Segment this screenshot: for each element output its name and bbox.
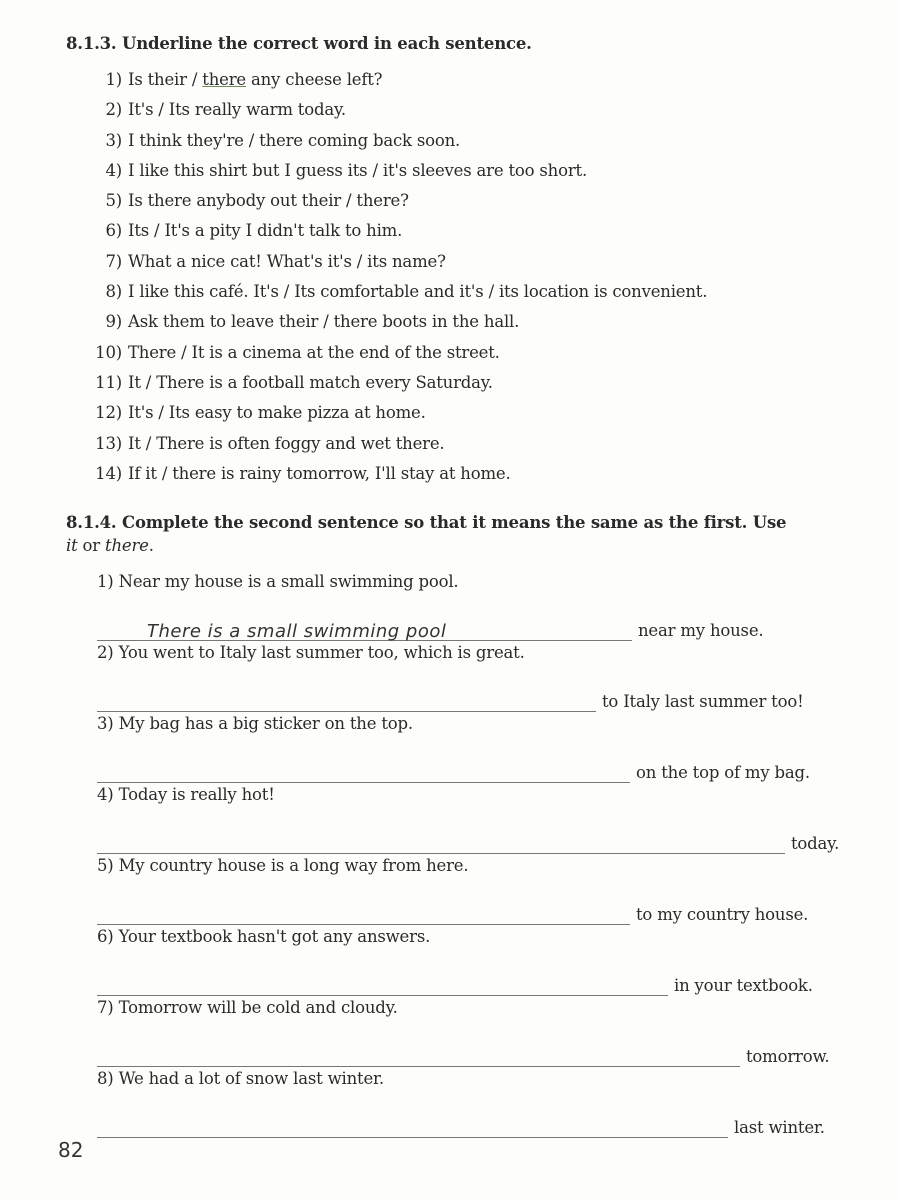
answer-blank[interactable] [97, 1113, 728, 1138]
list-item: 11) It / There is a football match every Saturday. [95, 372, 493, 392]
list-item: 6) Your textbook hasn't got any answers. in your textbook. [97, 927, 813, 995]
list-item: 8) We had a lot of snow last winter. last winter. [97, 1069, 825, 1137]
page-number: 82 [58, 1138, 84, 1162]
answer-blank[interactable] [97, 616, 632, 641]
exercise-8-1-4-list [97, 570, 857, 1138]
list-item: 7) What a nice cat! What's it's / its name? [105, 251, 446, 271]
list-item: 6) Its / It's a pity I didn't talk to him. [105, 221, 403, 241]
list-item: 2) It's / Its really warm today. [105, 100, 346, 120]
list-item: 5) My country house is a long way from here. to my country house. [97, 856, 809, 924]
list-item: 7) Tomorrow will be cold and cloudy. tomorrow. [97, 998, 830, 1066]
list-item: 5) Is there anybody out their / there? [105, 191, 409, 211]
answer-blank[interactable] [97, 758, 630, 783]
list-item: 12) It's / Its easy to make pizza at home. [95, 403, 426, 423]
answer-blank[interactable] [97, 971, 668, 996]
answer-blank[interactable] [97, 829, 785, 854]
exercise-8-1-3-title: 8.1.3. Underline the correct word in each sentence. [66, 34, 532, 53]
list-item: 14) If it / there is rainy tomorrow, I'll stay at home. [95, 463, 511, 483]
underlined-answer: there [202, 70, 246, 89]
list-item: 4) I like this shirt but I guess its / it's sleeves are too short. [105, 160, 587, 180]
list-item: 8) I like this café. It's / Its comfortable and it's / its location is convenient. [105, 282, 708, 302]
exercise-8-1-3-list [86, 68, 707, 492]
list-item: 3) I think they're / there coming back soon. [105, 130, 461, 150]
exercise-8-1-4-title: 8.1.4. Complete the second sentence so that it means the same as the first. Use it or there. [66, 513, 787, 555]
handwritten-answer: There is a small swimming pool [147, 621, 447, 642]
list-item: 9) Ask them to leave their / there boots in the hall. [105, 312, 520, 332]
answer-blank[interactable] [97, 1042, 740, 1067]
list-item: 13) It / There is often foggy and wet there. [95, 433, 445, 453]
answer-blank[interactable] [97, 687, 596, 712]
list-item: 2) You went to Italy last summer too, which is great. to Italy last summer too! [97, 643, 804, 711]
list-item: 10) There / It is a cinema at the end of the street. [95, 342, 500, 362]
list-item: 1) Is their / there any cheese left? [105, 70, 383, 89]
list-item: 1) Near my house is a small swimming pool. There is a small swimming pool near my house. [97, 572, 764, 642]
list-item: 3) My bag has a big sticker on the top. on the top of my bag. [97, 714, 810, 782]
answer-blank[interactable] [97, 900, 630, 925]
list-item: 4) Today is really hot! today. [97, 785, 840, 853]
